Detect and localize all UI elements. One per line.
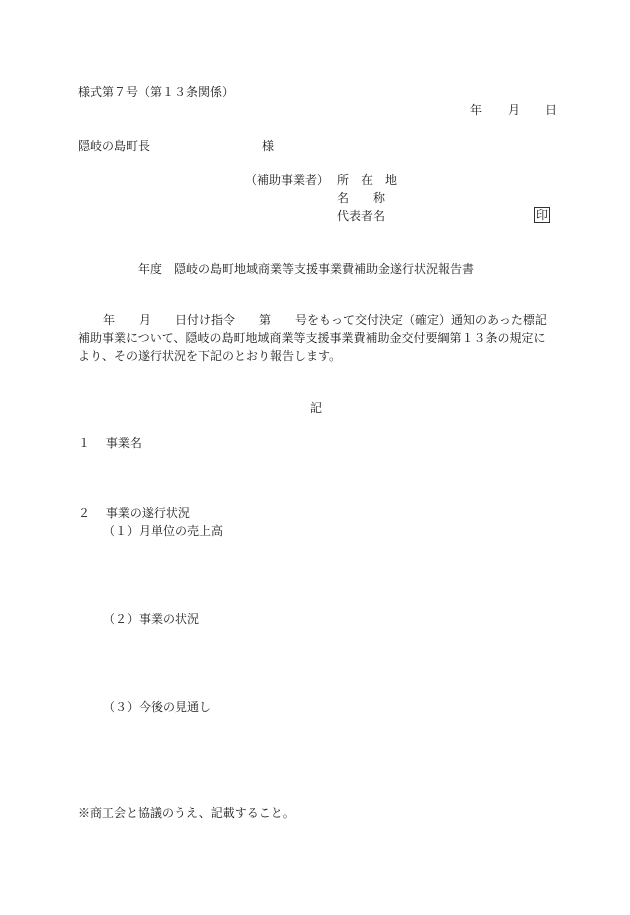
applicant-role: （補助事業者） [245, 173, 330, 187]
sub-monthly-sales: （１）月単位の売上高 [103, 524, 224, 538]
sub-outlook: （３）今後の見通し [103, 700, 212, 714]
body-line-1: 年 月 日付け指令 第 号をもって交付決定（確定）通知のあった標記 [103, 313, 547, 327]
date-month: 月 [508, 103, 521, 117]
date-year: 年 [470, 103, 483, 117]
form-number: 様式第７号（第１３条関係） [78, 85, 235, 99]
item-progress-status: ２ 事業の遂行状況 [78, 506, 190, 520]
seal-label: 印 [536, 208, 549, 222]
ki-heading: 記 [310, 401, 323, 415]
footnote: ※商工会と協議のうえ、記載すること。 [78, 806, 295, 820]
document-title: 年度 隠岐の島町地域商業等支援事業費補助金遂行状況報告書 [138, 262, 475, 276]
body-line-3: より、その遂行状況を下記のとおり報告します。 [78, 349, 342, 363]
body-line-2: 補助事業について、隠岐の島町地域商業等支援事業費補助金交付要綱第１３条の規定に [78, 331, 546, 345]
addressee-name: 隠岐の島町長 [78, 139, 151, 153]
addressee-honorific: 様 [262, 139, 275, 153]
name-label: 名 称 [337, 191, 386, 205]
address-label: 所 在 地 [337, 173, 398, 187]
item-business-name: １ 事業名 [78, 436, 142, 450]
sub-business-status: （２）事業の状況 [103, 612, 200, 626]
date-day: 日 [545, 103, 558, 117]
representative-label: 代表者名 [337, 209, 386, 223]
seal-stamp [534, 207, 550, 223]
